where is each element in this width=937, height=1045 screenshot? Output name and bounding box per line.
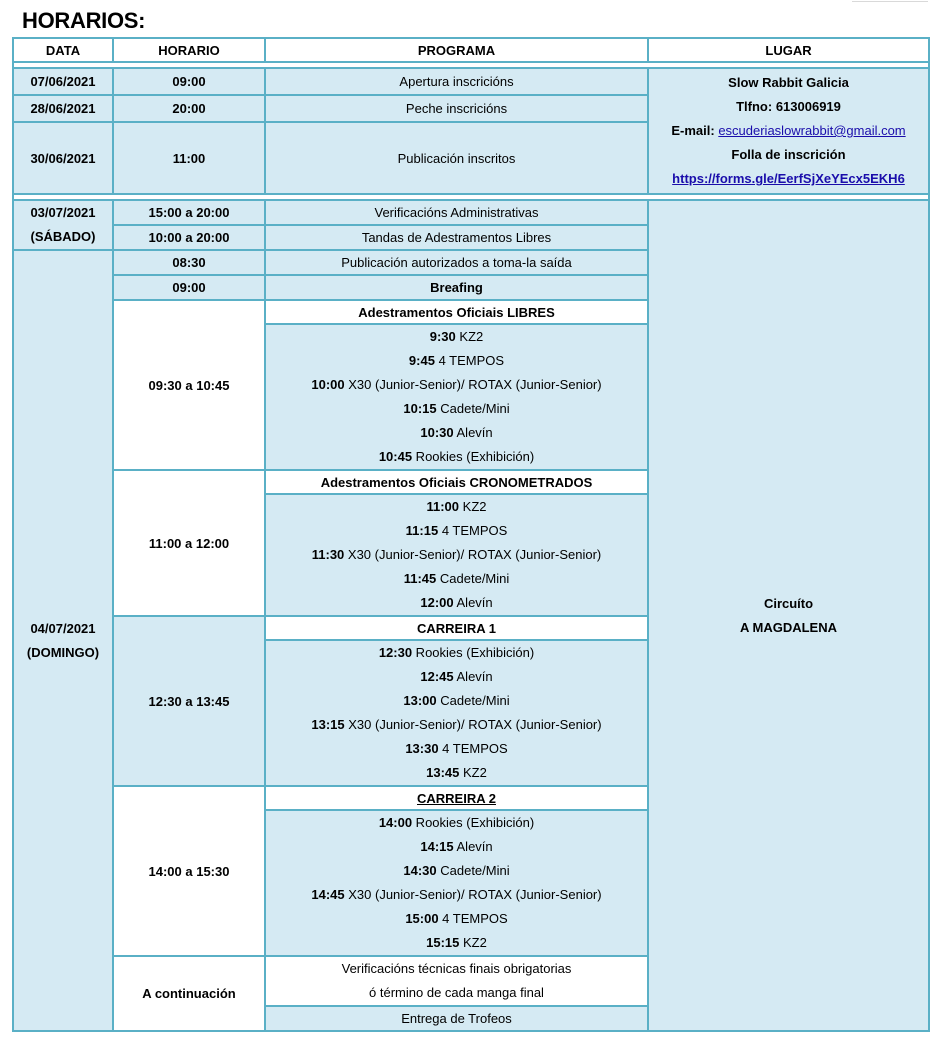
list-item-time: 11:00 xyxy=(426,499,460,514)
email-line xyxy=(649,119,928,143)
list-item xyxy=(266,859,647,883)
date-cell-sunday xyxy=(13,250,113,1031)
time-cell: 10:00 a 20:00 xyxy=(113,225,265,250)
list-item xyxy=(266,495,647,519)
list-item-category: Rookies (Exhibición) xyxy=(412,449,535,464)
program-cell: Entrega de Trofeos xyxy=(265,1006,648,1031)
list-item xyxy=(266,641,647,665)
list-item-time: 14:00 xyxy=(378,815,413,830)
list-item xyxy=(266,713,647,737)
list-item-category: KZ2 xyxy=(459,935,487,950)
section-title xyxy=(265,786,648,810)
list-item xyxy=(266,519,647,543)
program-cell: Peche inscricións xyxy=(265,95,648,122)
list-item xyxy=(266,373,647,397)
list-item-category: Cadete/Mini xyxy=(436,693,510,708)
list-item-category: KZ2 xyxy=(459,499,487,514)
list-item-time: 14:15 xyxy=(420,839,454,854)
list-item-time: 10:30 xyxy=(420,425,454,440)
list-item-time: 12:30 xyxy=(378,645,413,660)
time-cell: A continuación xyxy=(113,956,265,1031)
list-item xyxy=(266,567,647,591)
lugar-contact-cell xyxy=(648,68,929,194)
list-item-category: 4 TEMPOS xyxy=(438,741,508,756)
list-item xyxy=(266,811,647,835)
list-item xyxy=(266,761,647,785)
program-cell-verif xyxy=(265,956,648,1006)
list-item-time: 10:15 xyxy=(403,401,437,416)
list-item-category: Cadete/Mini xyxy=(436,571,510,586)
list-item-time: 9:45 xyxy=(408,353,435,368)
list-item-category: X30 (Junior-Senior)/ ROTAX (Junior-Senior) xyxy=(344,377,602,392)
list-item-category: Cadete/Mini xyxy=(436,401,510,416)
list-item-time: 14:30 xyxy=(403,863,437,878)
date-text: 03/07/2021 xyxy=(30,205,96,220)
time-cell: 08:30 xyxy=(113,250,265,275)
program-cell: Apertura inscricións xyxy=(265,68,648,95)
day-text: (SÁBADO) xyxy=(30,229,96,244)
list-item-time: 11:15 xyxy=(405,523,439,538)
list-item xyxy=(266,907,647,931)
list-item-time: 10:00 xyxy=(311,377,345,392)
list-item xyxy=(266,591,647,615)
email-link[interactable]: escuderiaslowrabbit@gmail.com xyxy=(718,123,906,138)
list-item-category: 4 TEMPOS xyxy=(434,353,505,368)
list-item-category: Rookies (Exhibición) xyxy=(412,645,535,660)
list-item-category: KZ2 xyxy=(455,329,484,344)
circuit-cell xyxy=(648,200,929,1031)
list-item xyxy=(266,737,647,761)
list-item-category: KZ2 xyxy=(459,765,487,780)
list-item-time: 12:45 xyxy=(420,669,454,684)
list-item-category: Cadete/Mini xyxy=(436,863,510,878)
list-item-time: 15:15 xyxy=(426,935,460,950)
header-horario: HORARIO xyxy=(113,38,265,62)
program-cell: Verificacións Administrativas xyxy=(265,200,648,225)
table-row xyxy=(13,200,929,225)
form-label: Folla de inscrición xyxy=(731,147,846,162)
list-item xyxy=(266,421,647,445)
phone: Tlfno: 613006919 xyxy=(736,99,841,114)
list-item xyxy=(266,883,647,907)
program-list-c2 xyxy=(265,810,648,956)
section-title-text: CARREIRA 2 xyxy=(417,790,496,806)
list-item xyxy=(266,665,647,689)
organizer-name: Slow Rabbit Galicia xyxy=(728,75,849,90)
page-title: HORARIOS: xyxy=(22,8,146,33)
program-list-c1 xyxy=(265,640,648,786)
time-cell: 14:00 a 15:30 xyxy=(113,786,265,956)
day-text: (DOMINGO) xyxy=(26,644,100,660)
header-row xyxy=(13,38,929,62)
time-cell: 09:00 xyxy=(113,68,265,95)
verif-line-2: ó término de cada manga final xyxy=(369,985,544,1000)
section-title: Adestramentos Oficiais CRONOMETRADOS xyxy=(265,470,648,494)
date-cell: 28/06/2021 xyxy=(13,95,113,122)
list-item-time: 15:00 xyxy=(405,911,439,926)
time-cell: 20:00 xyxy=(113,95,265,122)
list-item-time: 11:30 xyxy=(311,547,345,562)
list-item-category: Alevín xyxy=(453,425,493,440)
time-cell: 12:30 a 13:45 xyxy=(113,616,265,786)
date-cell: 07/06/2021 xyxy=(13,68,113,95)
header-lugar: LUGAR xyxy=(648,38,929,62)
list-item xyxy=(266,689,647,713)
list-item-time: 9:30 xyxy=(429,329,456,344)
list-item-time: 11:45 xyxy=(403,571,437,586)
circuit-label: Circuíto xyxy=(763,595,814,611)
list-item-category: Alevín xyxy=(453,595,493,610)
time-cell: 11:00 xyxy=(113,122,265,194)
list-item-time: 12:00 xyxy=(420,595,454,610)
list-item xyxy=(266,835,647,859)
date-cell-saturday xyxy=(13,200,113,250)
top-rule xyxy=(852,1,928,2)
list-item xyxy=(266,325,647,349)
time-cell: 09:00 xyxy=(113,275,265,300)
list-item-time: 13:30 xyxy=(405,741,439,756)
list-item xyxy=(266,445,647,469)
list-item xyxy=(266,543,647,567)
form-link[interactable]: https://forms.gle/EerfSjXeYEcx5EKH6 xyxy=(672,171,905,186)
list-item-category: 4 TEMPOS xyxy=(438,911,508,926)
list-item-time: 13:15 xyxy=(311,717,345,732)
list-item-time: 13:00 xyxy=(403,693,437,708)
time-cell: 11:00 a 12:00 xyxy=(113,470,265,616)
list-item-category: X30 (Junior-Senior)/ ROTAX (Junior-Senior) xyxy=(344,887,602,902)
table-row xyxy=(13,68,929,95)
verif-line-1: Verificacións técnicas finais obrigatorias xyxy=(341,961,572,976)
list-item xyxy=(266,931,647,955)
list-item-category: Rookies (Exhibición) xyxy=(412,815,535,830)
list-item-category: X30 (Junior-Senior)/ ROTAX (Junior-Senior) xyxy=(344,717,602,732)
program-cell: Publicación inscritos xyxy=(265,122,648,194)
header-programa: PROGRAMA xyxy=(265,38,648,62)
section-title: Adestramentos Oficiais LIBRES xyxy=(265,300,648,324)
list-item-category: Alevín xyxy=(453,669,493,684)
program-cell: Tandas de Adestramentos Libres xyxy=(265,225,648,250)
schedule-table xyxy=(12,37,930,1032)
circuit-name: A MAGDALENA xyxy=(739,619,837,635)
date-text: 04/07/2021 xyxy=(30,620,96,636)
program-list-crono xyxy=(265,494,648,616)
list-item-time: 10:45 xyxy=(378,449,413,464)
list-item-category: Alevín xyxy=(453,839,493,854)
date-cell: 30/06/2021 xyxy=(13,122,113,194)
time-cell: 09:30 a 10:45 xyxy=(113,300,265,470)
list-item-category: 4 TEMPOS xyxy=(438,523,508,538)
list-item-category: X30 (Junior-Senior)/ ROTAX (Junior-Senior) xyxy=(344,547,602,562)
list-item xyxy=(266,349,647,373)
header-data: DATA xyxy=(13,38,113,62)
email-label: E-mail: xyxy=(671,123,715,138)
program-cell: Breafing xyxy=(265,275,648,300)
list-item-time: 13:45 xyxy=(426,765,460,780)
list-item-time: 14:45 xyxy=(311,887,345,902)
program-cell: Publicación autorizados a toma-la saída xyxy=(265,250,648,275)
section-title: CARREIRA 1 xyxy=(265,616,648,640)
list-item xyxy=(266,397,647,421)
time-cell: 15:00 a 20:00 xyxy=(113,200,265,225)
program-list-libres xyxy=(265,324,648,470)
